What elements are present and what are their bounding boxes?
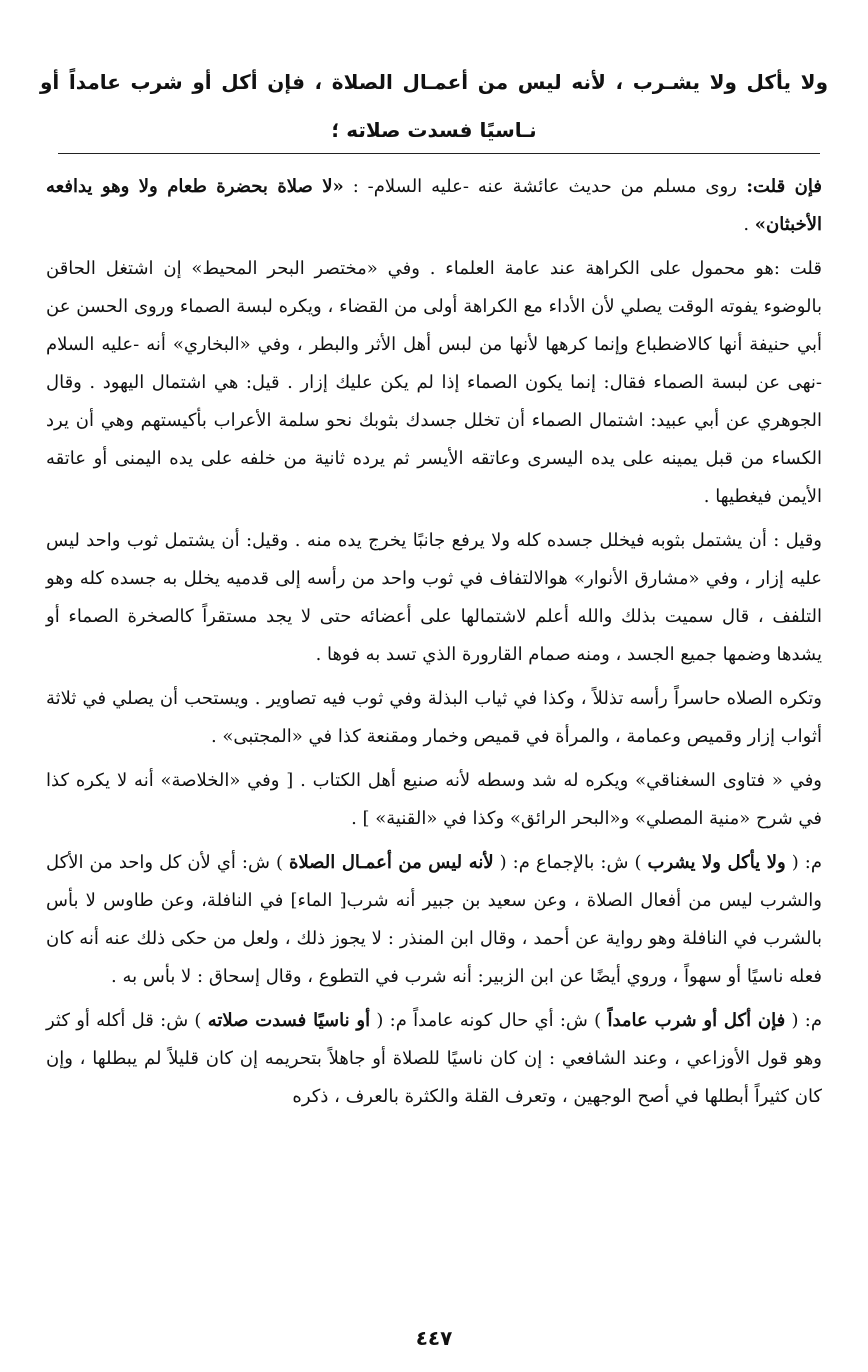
text-segment: وفي « فتاوى السغناقي» ويكره له شد وسطه لأنه صنيع أهل الكتاب . [ وفي «الخلاصة» أنه لا يكره كذا في شرح «منية المصلي» و«البحر الرائق» وكذا في «القنية» ] . — [46, 770, 822, 829]
commentary-paragraph — [46, 762, 822, 838]
text-segment: م: ( — [785, 1010, 822, 1031]
page-number: ٤٤٧ — [415, 1326, 453, 1350]
bold-segment: فإن أكل أو شرب عامداً — [607, 1010, 786, 1031]
matn-text: ولا يأكل ولا يشـرب ، لأنه ليس من أعمـال الصلاة ، فإن أكل أو شرب عامداً أو نـاسيًا فسدت صلاته ؛ — [40, 70, 828, 142]
bold-segment: ولا يأكل ولا يشرب — [647, 852, 786, 873]
commentary-paragraph — [46, 522, 822, 674]
commentary-paragraph — [46, 1002, 822, 1116]
commentary-paragraph — [46, 844, 822, 996]
bold-segment: فإن قلت: — [736, 176, 822, 197]
text-segment: وتكره الصلاه حاسراً رأسه تذللاً ، وكذا في ثياب البذلة وفي ثوب فيه تصاوير . ويستحب أن يصلي في ثلاثة أثواب إزار وقميص وعمامة ، والمرأة في قميص وخمار ومقنعة كذا في «المجتبى» . — [46, 688, 823, 747]
text-segment: ) ش: أي لأن كل واحد من الأكل والشرب ليس من أفعال الصلاة ، وعن سعيد بن جبير أنه شرب[ الماء] في النافلة، وعن طاوس لا بأس بالشرب في النافلة وهو رواية عن أحمد ، وقال ابن المنذر : لا يجوز ذلك ، ولعل من حكى ذلك عنه أنه كان فعله ناسيًا أو سهواً ، وروي أيضًا عن ابن الزبير: أنه شرب في التطوع ، وقال إسحاق : لا بأس به . — [46, 852, 822, 987]
text-segment: وقيل : أن يشتمل بثوبه فيخلل جسده كله ولا يرفع جانبًا يخرج يده منه . وقيل: أن يشتمل ثوب واحد ليس عليه إزار ، وفي «مشارق الأنوار» هو — [46, 530, 822, 589]
text-segment: الالتفاف في ثوب واحد من رأسه إلى قدميه يخلل به جسده كله وهو التلفف — [46, 568, 822, 627]
text-segment: ) ش: بالإجماع م: ( — [493, 852, 648, 873]
bold-segment: لأنه ليس من أعمـال الصلاة — [289, 852, 494, 873]
commentary-paragraph — [46, 168, 822, 244]
text-segment: ، قال سميت بذلك والله أعلم لاشتمالها على أعضائه حتى لا يجد مستقراً كالصخرة الصماء أو يشدها وضمها جميع الجسد ، ومنه صمام القارورة الذي تسد به فوها . — [46, 606, 822, 665]
bold-segment: «لا صلاة بحضرة طعام ولا وهو يدافعه الأخبثان» — [46, 176, 822, 235]
text-segment: روى مسلم من حديث عائشة عنه -عليه السلام- : — [343, 176, 737, 197]
commentary-paragraph — [46, 250, 822, 516]
text-segment: . — [743, 214, 755, 235]
commentary-paragraph — [46, 680, 822, 756]
matn-block — [40, 58, 828, 154]
text-segment: ) ش: قل أكله أو كثر وهو قول الأوزاعي ، وعند الشافعي : إن كان ناسيًا للصلاة أو جاهلاً بتحريمه إن كان قليلاً لم يبطلها ، وإن كان كثيراً أبطلها في أصح الوجهين ، وتعرف القلة والكثرة بالعرف ، ذكره — [46, 1010, 822, 1107]
separator-rule — [58, 153, 820, 154]
text-segment: ) ش: أي حال كونه عامداً م: ( — [370, 1010, 608, 1031]
text-segment: م: ( — [785, 852, 823, 873]
text-segment: قلت :هو محمول على الكراهة عند عامة العلماء . وفي «مختصر البحر المحيط» إن اشتغل الحاقن بالوضوء يفوته الوقت يصلي لأن الأداء مع الكراهة أولى من القضاء ، ويكره لبسة الصماء وروى الحسن عن أبي حنيفة أنها كالاضطباع وإنما كرهها لأنها من لبس أهل الأثر والبطر ، وفي «البخاري» أنه -عليه السلام -نهى عن لبسة الصماء فقال: إنما يكون الصماء إذا لم يكن عليك إزار . قيل: هي اشتمال اليهود . وقال الجوهري عن أبي عبيد: اشتمال الصماء أن تخلل جسدك بثوبك نحو سلمة الأعراب بأكيستهم وهي أن يرد الكساء من قبل يمينه على يده اليسرى وعاتقه الأيسر ثم يرده ثانية من خلفه على يده اليمنى أو عاتقه الأيمن فيغطيها . — [46, 258, 822, 507]
bold-segment: أو ناسيًا فسدت صلاته — [207, 1010, 371, 1031]
commentary-body — [46, 168, 822, 1122]
